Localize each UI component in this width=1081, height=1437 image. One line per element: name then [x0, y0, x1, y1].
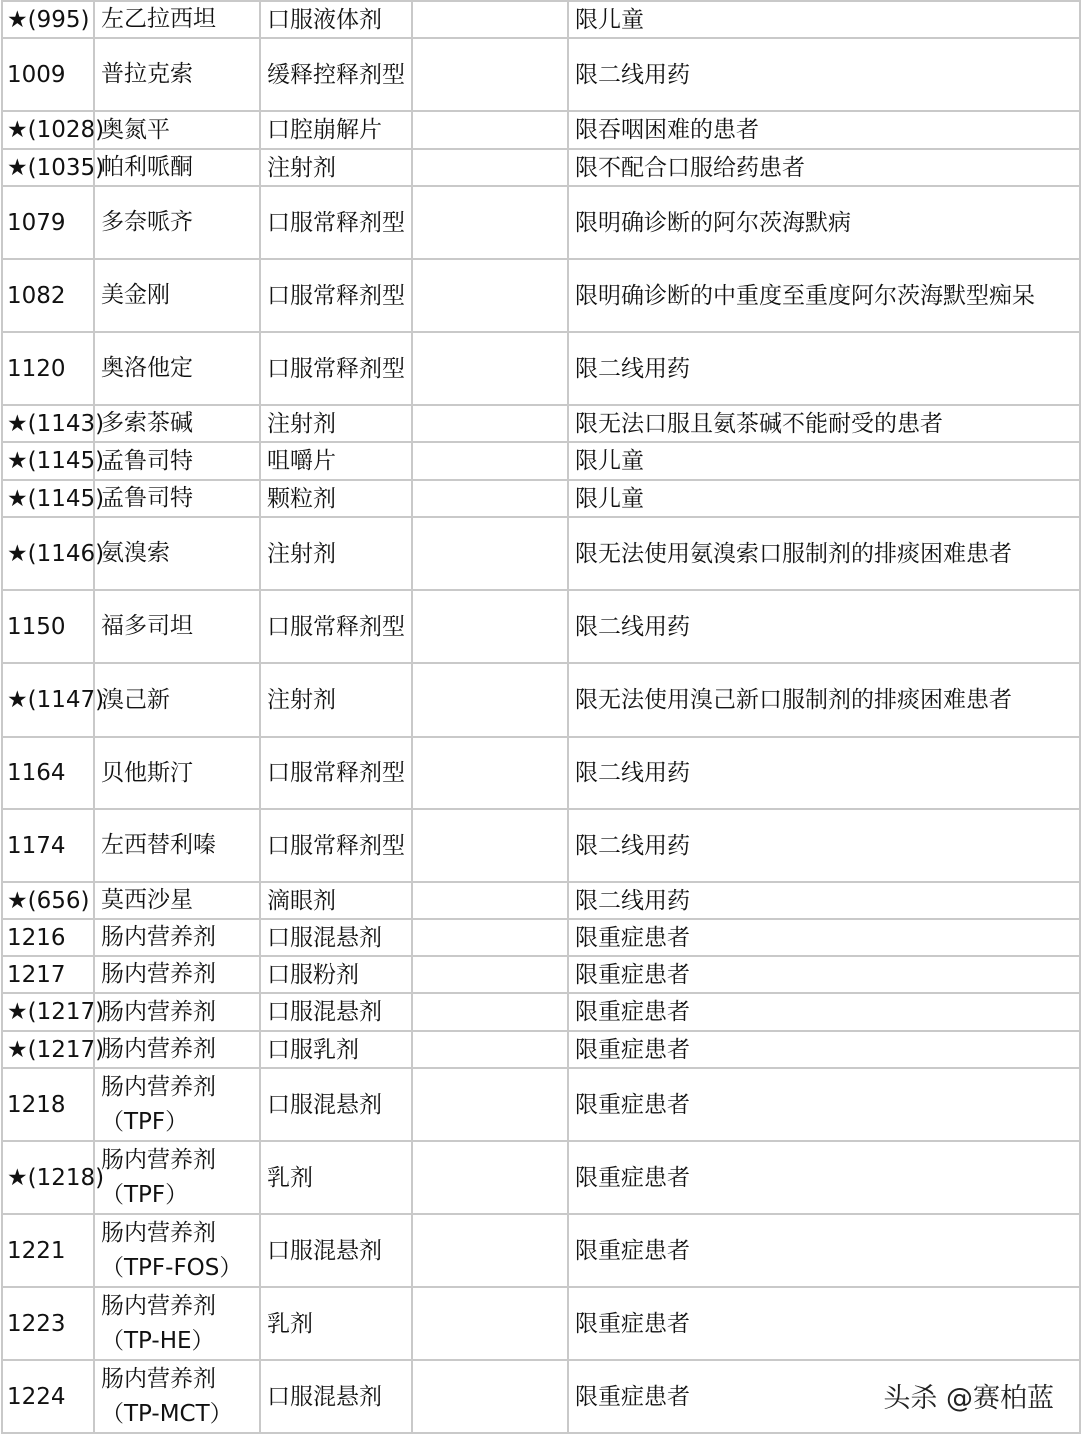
drug-name: 福多司坦	[101, 613, 193, 639]
cell-drug-name	[94, 111, 260, 149]
cell-number: 1079	[2, 186, 94, 259]
drug-name: 肠内营养剂	[101, 998, 216, 1025]
cell-number: 1009	[2, 38, 94, 111]
cell-restriction: 限重症患者	[568, 919, 1080, 956]
cell-restriction: 限重症患者	[568, 1141, 1080, 1214]
cell-restriction: 限二线用药	[568, 882, 1080, 919]
cell-restriction: 限不配合口服给药患者	[568, 149, 1080, 186]
cell-dosage-form: 滴眼剂	[260, 882, 412, 919]
cell-blank	[412, 480, 568, 517]
table-row	[2, 405, 1080, 442]
drug-name: 肠内营养剂	[101, 1219, 216, 1246]
table-row	[2, 993, 1080, 1031]
cell-restriction: 限二线用药	[568, 590, 1080, 663]
cell-drug-name	[94, 993, 260, 1031]
cell-dosage-form: 乳剂	[260, 1287, 412, 1360]
cell-dosage-form: 口服混悬剂	[260, 993, 412, 1031]
cell-number: 1216	[2, 919, 94, 956]
drug-name: 奥洛他定	[101, 355, 193, 381]
cell-blank	[412, 149, 568, 186]
cell-blank	[412, 186, 568, 259]
cell-drug-name	[94, 590, 260, 663]
cell-blank	[412, 1031, 568, 1068]
table-row	[2, 186, 1080, 259]
cell-blank	[412, 1360, 568, 1433]
table-row	[2, 809, 1080, 882]
drug-name: 美金刚	[101, 282, 170, 308]
table-row	[2, 442, 1080, 480]
drug-name: 多奈哌齐	[101, 209, 193, 235]
table-row	[2, 38, 1080, 111]
drug-name: 孟鲁司特	[101, 485, 193, 511]
cell-drug-name	[94, 517, 260, 590]
cell-blank	[412, 1068, 568, 1141]
cell-dosage-form: 口腔崩解片	[260, 111, 412, 149]
table-row	[2, 590, 1080, 663]
cell-restriction: 限重症患者	[568, 1287, 1080, 1360]
cell-restriction: 限重症患者	[568, 993, 1080, 1031]
cell-blank	[412, 405, 568, 442]
cell-number: 1174	[2, 809, 94, 882]
table-row	[2, 1287, 1080, 1360]
cell-blank	[412, 1, 568, 38]
cell-number: ★(1145)	[2, 442, 94, 480]
drug-name: 肠内营养剂	[101, 1146, 216, 1173]
cell-dosage-form: 注射剂	[260, 149, 412, 186]
cell-drug-name	[94, 332, 260, 405]
drug-name: 贝他斯汀	[101, 759, 193, 786]
cell-blank	[412, 1214, 568, 1287]
cell-dosage-form: 口服混悬剂	[260, 1360, 412, 1433]
cell-blank	[412, 663, 568, 737]
drug-name-variant: （TP-HE）	[101, 1327, 215, 1354]
cell-number: 1120	[2, 332, 94, 405]
table-row	[2, 1214, 1080, 1287]
cell-drug-name	[94, 259, 260, 332]
table-row	[2, 149, 1080, 186]
cell-drug-name	[94, 442, 260, 480]
cell-restriction: 限二线用药	[568, 38, 1080, 111]
table-row	[2, 663, 1080, 737]
drug-name: 普拉克索	[101, 61, 193, 87]
cell-number: ★(1028)	[2, 111, 94, 149]
cell-number: ★(656)	[2, 882, 94, 919]
drug-name: 氨溴索	[101, 540, 170, 566]
drug-name: 肠内营养剂	[101, 1036, 216, 1062]
cell-drug-name	[94, 1214, 260, 1287]
table-row	[2, 1, 1080, 38]
cell-drug-name	[94, 38, 260, 111]
drug-name: 左乙拉西坦	[101, 6, 216, 32]
drug-name: 溴己新	[101, 686, 170, 713]
cell-dosage-form: 口服乳剂	[260, 1031, 412, 1068]
drug-name: 肠内营养剂	[101, 1292, 216, 1319]
cell-dosage-form: 口服常释剂型	[260, 259, 412, 332]
cell-number: 1221	[2, 1214, 94, 1287]
cell-dosage-form: 口服常释剂型	[260, 809, 412, 882]
cell-dosage-form: 口服粉剂	[260, 956, 412, 993]
cell-restriction: 限吞咽困难的患者	[568, 111, 1080, 149]
drug-name: 肠内营养剂	[101, 924, 216, 950]
cell-drug-name	[94, 149, 260, 186]
cell-restriction: 限儿童	[568, 480, 1080, 517]
cell-drug-name	[94, 956, 260, 993]
cell-number: ★(1143)	[2, 405, 94, 442]
drug-name-variant: （TPF-FOS）	[101, 1254, 243, 1281]
cell-dosage-form: 注射剂	[260, 517, 412, 590]
drug-name: 奥氮平	[101, 116, 170, 143]
cell-dosage-form: 口服液体剂	[260, 1, 412, 38]
cell-blank	[412, 809, 568, 882]
cell-restriction: 限明确诊断的中重度至重度阿尔茨海默型痴呆	[568, 259, 1080, 332]
cell-restriction: 限二线用药	[568, 809, 1080, 882]
cell-dosage-form: 口服混悬剂	[260, 919, 412, 956]
cell-restriction: 限重症患者	[568, 956, 1080, 993]
cell-restriction: 限明确诊断的阿尔茨海默病	[568, 186, 1080, 259]
cell-drug-name	[94, 1141, 260, 1214]
cell-dosage-form: 口服常释剂型	[260, 737, 412, 809]
drug-name-variant: （TP-MCT）	[101, 1400, 233, 1427]
table-row	[2, 259, 1080, 332]
cell-number: 1223	[2, 1287, 94, 1360]
cell-restriction: 限无法使用氨溴索口服制剂的排痰困难患者	[568, 517, 1080, 590]
cell-restriction: 限儿童	[568, 1, 1080, 38]
cell-dosage-form: 咀嚼片	[260, 442, 412, 480]
cell-restriction: 限重症患者	[568, 1031, 1080, 1068]
table-body	[2, 1, 1080, 1433]
cell-dosage-form: 注射剂	[260, 405, 412, 442]
cell-dosage-form: 乳剂	[260, 1141, 412, 1214]
table-row	[2, 919, 1080, 956]
cell-number: ★(1218)	[2, 1141, 94, 1214]
table-row	[2, 1031, 1080, 1068]
cell-dosage-form: 口服常释剂型	[260, 186, 412, 259]
table-row	[2, 737, 1080, 809]
table-row	[2, 517, 1080, 590]
cell-blank	[412, 882, 568, 919]
drug-name: 孟鲁司特	[101, 447, 193, 474]
cell-blank	[412, 1141, 568, 1214]
cell-blank	[412, 919, 568, 956]
cell-restriction: 限重症患者	[568, 1068, 1080, 1141]
cell-number: 1224	[2, 1360, 94, 1433]
cell-number: ★(1035)	[2, 149, 94, 186]
cell-drug-name	[94, 919, 260, 956]
drug-name-variant: （TPF）	[101, 1181, 189, 1208]
cell-drug-name	[94, 186, 260, 259]
cell-drug-name	[94, 405, 260, 442]
drug-name: 多索茶碱	[101, 410, 193, 436]
cell-blank	[412, 590, 568, 663]
table-row	[2, 480, 1080, 517]
cell-drug-name	[94, 1031, 260, 1068]
cell-number: 1218	[2, 1068, 94, 1141]
cell-drug-name	[94, 1287, 260, 1360]
table-row	[2, 1141, 1080, 1214]
drug-name: 肠内营养剂	[101, 961, 216, 987]
drug-name: 帕利哌酮	[101, 154, 193, 180]
cell-number: ★(1146)	[2, 517, 94, 590]
cell-number: ★(1217)	[2, 993, 94, 1031]
table-row	[2, 1068, 1080, 1141]
cell-blank	[412, 111, 568, 149]
cell-number: ★(1145)	[2, 480, 94, 517]
cell-number: ★(1217)	[2, 1031, 94, 1068]
cell-restriction: 限重症患者	[568, 1360, 1080, 1433]
drug-name: 肠内营养剂	[101, 1073, 216, 1100]
cell-number: 1164	[2, 737, 94, 809]
cell-blank	[412, 259, 568, 332]
cell-dosage-form: 口服混悬剂	[260, 1214, 412, 1287]
cell-restriction: 限二线用药	[568, 737, 1080, 809]
cell-dosage-form: 口服混悬剂	[260, 1068, 412, 1141]
cell-number: 1150	[2, 590, 94, 663]
drug-restriction-table	[1, 0, 1081, 1434]
cell-drug-name	[94, 1360, 260, 1433]
drug-name: 莫西沙星	[101, 887, 193, 913]
cell-restriction: 限二线用药	[568, 332, 1080, 405]
cell-number: ★(1147)	[2, 663, 94, 737]
cell-drug-name	[94, 480, 260, 517]
cell-drug-name	[94, 882, 260, 919]
cell-drug-name	[94, 1068, 260, 1141]
cell-restriction: 限无法使用溴己新口服制剂的排痰困难患者	[568, 663, 1080, 737]
table-row	[2, 956, 1080, 993]
drug-name-variant: （TPF）	[101, 1108, 189, 1135]
cell-dosage-form: 缓释控释剂型	[260, 38, 412, 111]
cell-blank	[412, 38, 568, 111]
table-row	[2, 111, 1080, 149]
cell-drug-name	[94, 1, 260, 38]
cell-restriction: 限儿童	[568, 442, 1080, 480]
drug-name: 肠内营养剂	[101, 1365, 216, 1392]
cell-blank	[412, 737, 568, 809]
cell-blank	[412, 1287, 568, 1360]
cell-blank	[412, 442, 568, 480]
drug-name: 左西替利嗪	[101, 832, 216, 858]
cell-drug-name	[94, 809, 260, 882]
cell-drug-name	[94, 737, 260, 809]
cell-dosage-form: 颗粒剂	[260, 480, 412, 517]
cell-dosage-form: 注射剂	[260, 663, 412, 737]
cell-number: ★(995)	[2, 1, 94, 38]
cell-dosage-form: 口服常释剂型	[260, 590, 412, 663]
cell-blank	[412, 993, 568, 1031]
cell-blank	[412, 517, 568, 590]
table-row	[2, 882, 1080, 919]
table-row	[2, 332, 1080, 405]
cell-number: 1217	[2, 956, 94, 993]
watermark: 头杀 @赛柏蓝	[883, 1383, 1054, 1414]
cell-drug-name	[94, 663, 260, 737]
cell-number: 1082	[2, 259, 94, 332]
cell-blank	[412, 956, 568, 993]
cell-blank	[412, 332, 568, 405]
cell-restriction: 限重症患者	[568, 1214, 1080, 1287]
cell-restriction: 限无法口服且氨茶碱不能耐受的患者	[568, 405, 1080, 442]
cell-dosage-form: 口服常释剂型	[260, 332, 412, 405]
